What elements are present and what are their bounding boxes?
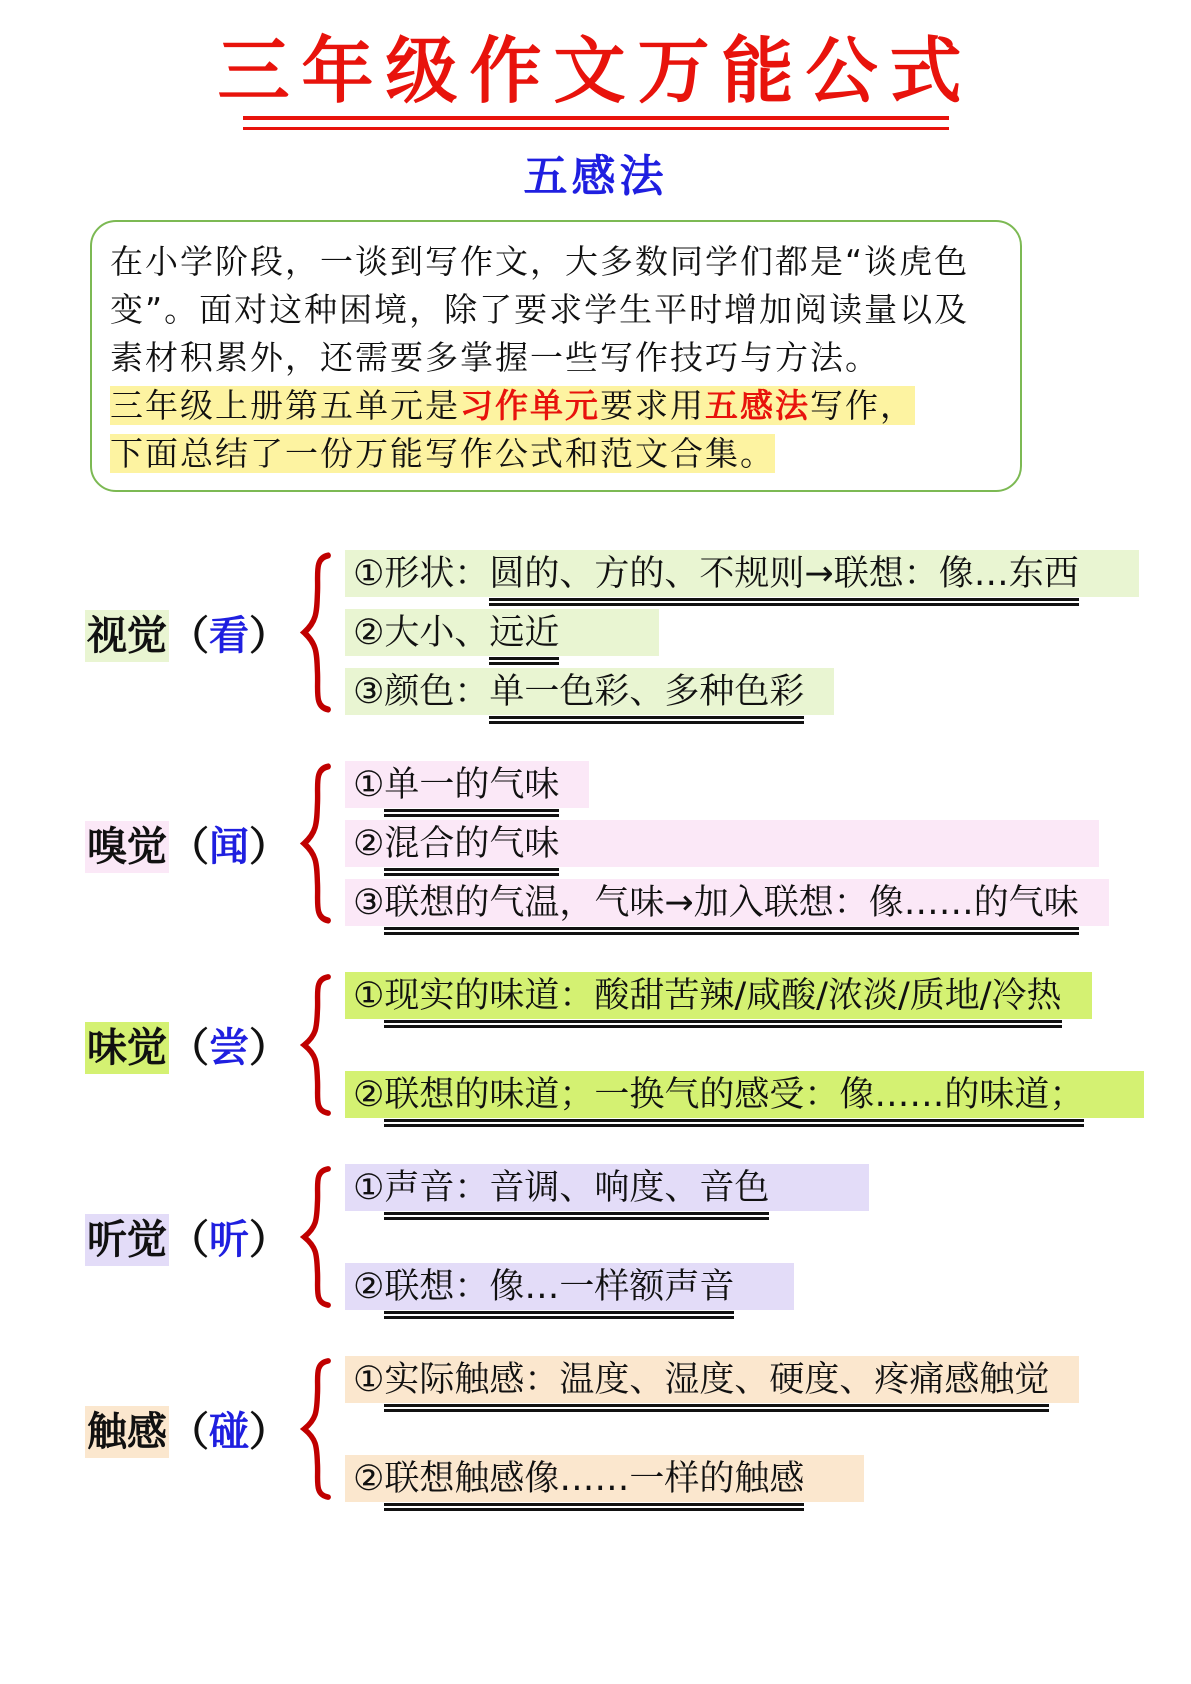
- page-subtitle: 五感法: [523, 150, 668, 202]
- item-number: ②: [353, 823, 385, 864]
- sense-verb: 听: [209, 1217, 249, 1264]
- sense-verb: 尝: [209, 1025, 249, 1072]
- item-number: ①: [353, 1359, 385, 1400]
- section-label-smell: [85, 815, 297, 872]
- intro-line-4: [110, 382, 1006, 430]
- curly-brace-icon: [297, 761, 333, 926]
- sense-verb: 碰: [209, 1409, 249, 1456]
- item-underlined-text: 实际触感：温度、湿度、硬度、疼痛感触觉: [384, 1360, 1049, 1412]
- keyword-xizuodanyuan: 习作单元: [460, 385, 600, 425]
- item-underlined-text: 单一色彩、多种色彩: [489, 672, 804, 724]
- intro-highlight-line-1: [110, 386, 915, 425]
- paren-close: ）: [249, 823, 289, 870]
- item-row: [345, 1071, 1144, 1118]
- intro-line-1: 在小学阶段，一谈到写作文，大多数同学们都是“谈虎色: [110, 241, 970, 281]
- item-list: [345, 550, 1139, 715]
- item-list: [345, 972, 1144, 1118]
- item-row: [345, 972, 1144, 1019]
- sense-name: 味觉: [85, 1022, 169, 1074]
- item-underlined-text: 远近: [489, 613, 559, 665]
- item-row: [345, 879, 1109, 926]
- item-prefix: 颜色：: [384, 671, 490, 712]
- item-row: [345, 1356, 1079, 1403]
- item-number: ②: [353, 612, 385, 653]
- item-number: ③: [353, 671, 385, 712]
- item-row: [345, 820, 1109, 867]
- item-underlined-text: 声音：音调、响度、音色: [384, 1168, 769, 1220]
- section-hearing: [85, 1164, 1191, 1310]
- sense-verb: 闻: [209, 823, 249, 870]
- item-list: [345, 761, 1109, 926]
- item-row: [345, 1164, 869, 1211]
- item-number: ①: [353, 553, 385, 594]
- paren-close: ）: [249, 1025, 289, 1072]
- sense-name: 视觉: [85, 610, 169, 662]
- section-label-taste: [85, 1016, 297, 1073]
- paren-close: ）: [249, 1409, 289, 1456]
- paren-open: （: [169, 1025, 209, 1072]
- item-underlined-text: 联想：像…一样额声音: [384, 1267, 734, 1319]
- intro-line-5: [110, 430, 1006, 478]
- title-double-underline: [243, 116, 949, 130]
- paren-open: （: [169, 1409, 209, 1456]
- page-title: 三年级作文万能公式: [217, 29, 974, 113]
- paren-close: ）: [249, 1217, 289, 1264]
- item-number: ②: [353, 1074, 385, 1115]
- intro-line-3: 素材积累外，还需要多掌握一些写作技巧与方法。: [110, 337, 880, 377]
- item-number: ①: [353, 764, 385, 805]
- sense-name: 嗅觉: [85, 821, 169, 873]
- section-smell: [85, 761, 1191, 926]
- five-senses-list: [0, 550, 1191, 1502]
- item-underlined-text: 联想触感像……一样的触感: [384, 1459, 804, 1511]
- section-label-touch: [85, 1400, 297, 1457]
- item-prefix: 大小、: [384, 612, 490, 653]
- section-label-visual: [85, 604, 297, 661]
- intro-text: 要求用: [600, 385, 705, 425]
- item-list: [345, 1356, 1079, 1502]
- title-block: [0, 0, 1191, 204]
- paren-open: （: [169, 612, 209, 659]
- item-prefix: 形状：: [384, 553, 490, 594]
- item-number: ③: [353, 882, 385, 923]
- intro-text: 写作，: [810, 385, 915, 425]
- paren-open: （: [169, 1217, 209, 1264]
- item-list: [345, 1164, 869, 1310]
- item-number: ②: [353, 1458, 385, 1499]
- intro-line-2: 变”。面对这种困境，除了要求学生平时增加阅读量以及: [110, 289, 970, 329]
- item-row: [345, 668, 1139, 715]
- section-touch: [85, 1356, 1191, 1502]
- section-taste: [85, 972, 1191, 1118]
- item-underlined-text: 圆的、方的、不规则→联想：像…东西: [489, 554, 1078, 606]
- item-underlined-text: 联想的气温，气味→加入联想：像……的气味: [384, 883, 1078, 935]
- paren-open: （: [169, 823, 209, 870]
- item-row: [345, 1455, 1079, 1502]
- item-row: [345, 761, 1109, 808]
- section-visual: [85, 550, 1191, 715]
- keyword-wuganfa: 五感法: [705, 385, 810, 425]
- curly-brace-icon: [297, 1356, 333, 1502]
- sense-name: 触感: [85, 1406, 169, 1458]
- item-number: ①: [353, 975, 385, 1016]
- intro-highlight-line-2: 下面总结了一份万能写作公式和范文合集。: [110, 433, 775, 473]
- item-number: ②: [353, 1266, 385, 1307]
- item-number: ①: [353, 1167, 385, 1208]
- sense-name: 听觉: [85, 1214, 169, 1266]
- paren-close: ）: [249, 612, 289, 659]
- curly-brace-icon: [297, 1164, 333, 1310]
- intro-box: [90, 220, 1022, 492]
- item-underlined-text: 混合的气味: [384, 824, 559, 876]
- curly-brace-icon: [297, 972, 333, 1118]
- item-underlined-text: 单一的气味: [384, 765, 559, 817]
- curly-brace-icon: [297, 550, 333, 715]
- item-underlined-text: 现实的味道：酸甜苦辣/咸酸/浓淡/质地/冷热: [384, 976, 1061, 1028]
- intro-text: 三年级上册第五单元是: [110, 385, 460, 425]
- item-row: [345, 609, 1139, 656]
- item-row: [345, 550, 1139, 597]
- section-label-hearing: [85, 1208, 297, 1265]
- sense-verb: 看: [209, 612, 249, 659]
- item-underlined-text: 联想的味道；一换气的感受：像……的味道；: [384, 1075, 1084, 1127]
- item-row: [345, 1263, 869, 1310]
